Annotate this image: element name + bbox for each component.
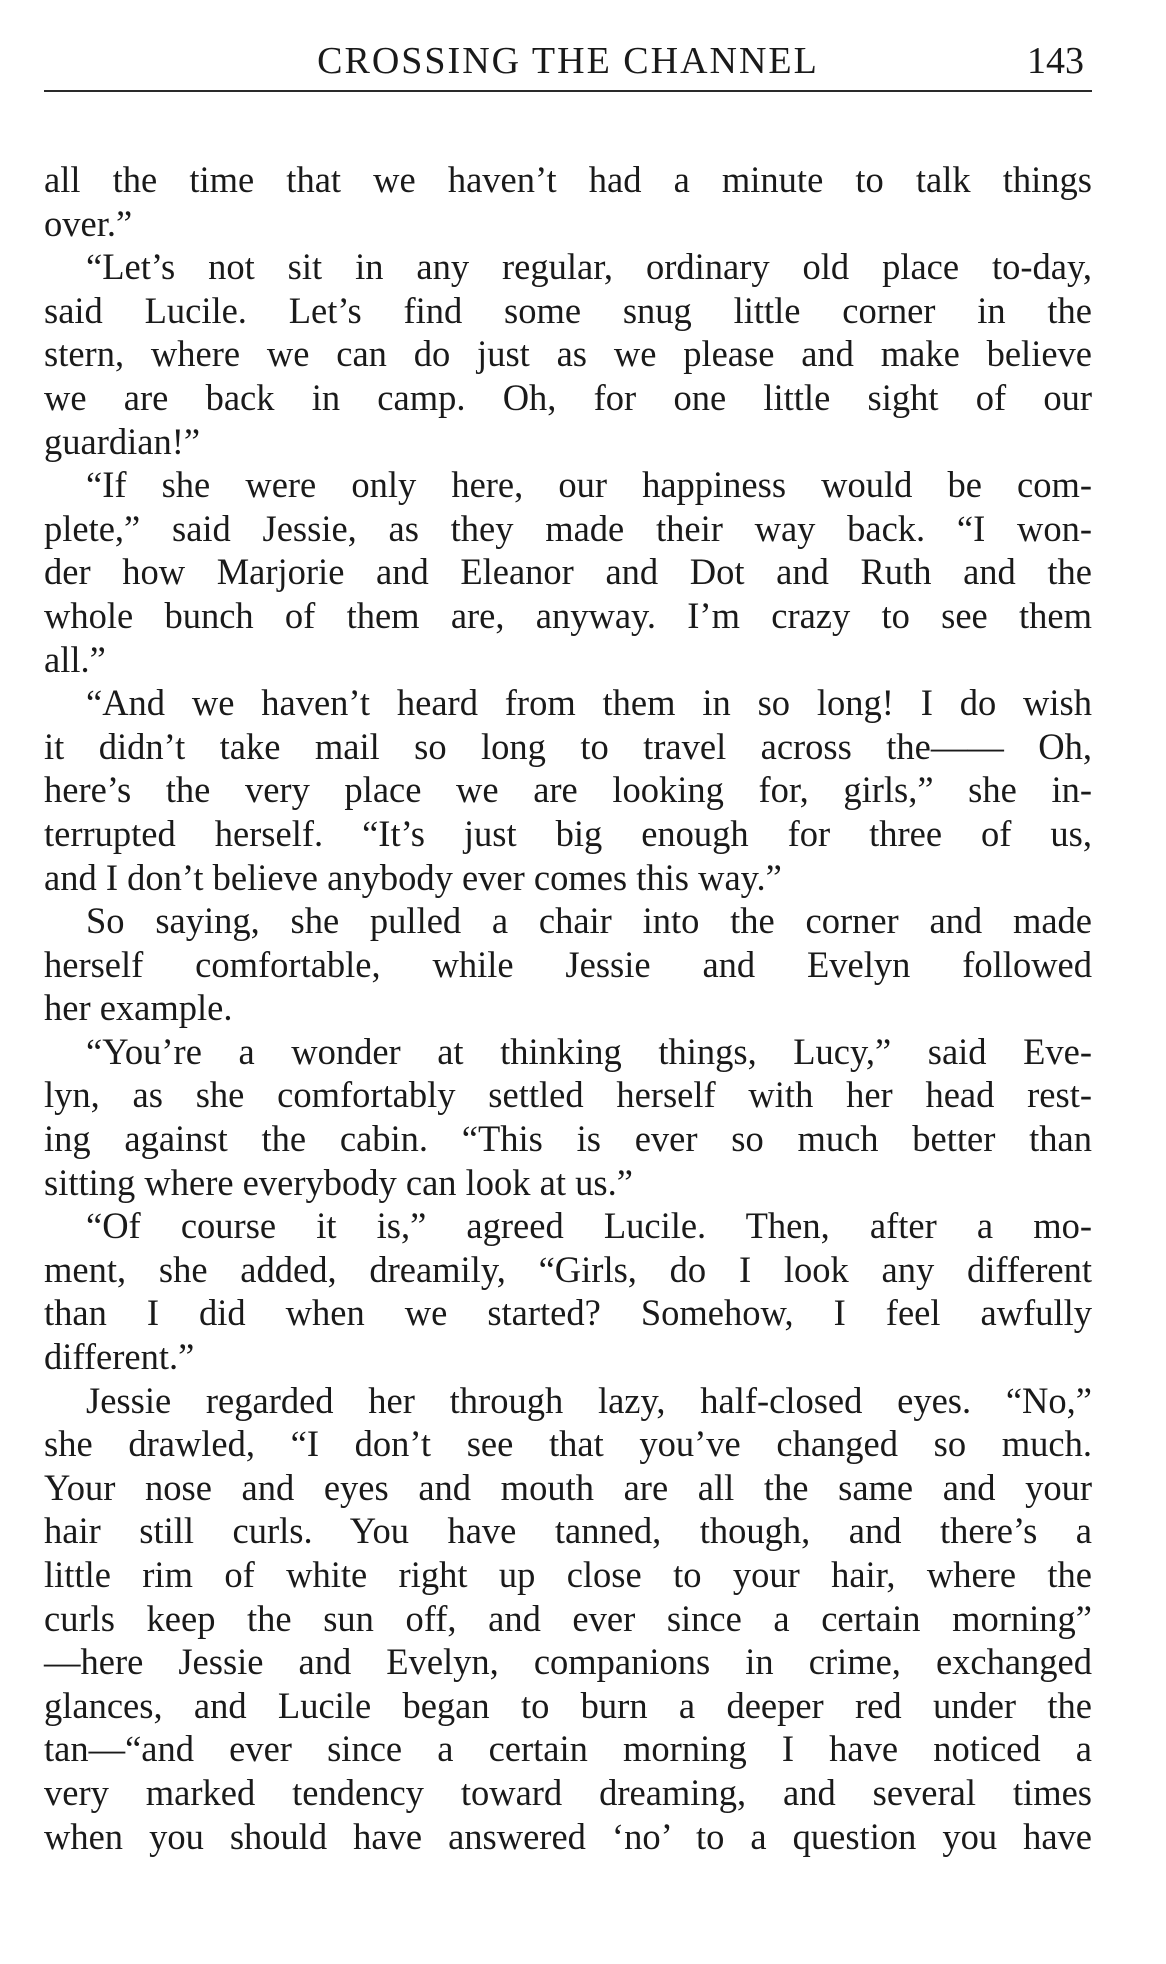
text-line: “And we haven’t heard from them in so long! I do wish: [86, 682, 1092, 724]
text-line: lyn, as she comfortably settled herself with her head rest-: [44, 1074, 1092, 1116]
running-header: [44, 28, 1092, 90]
body-text: [44, 158, 1092, 1858]
text-line: terrupted herself. “It’s just big enough for three of us,: [44, 812, 1092, 854]
page-number: 143: [1027, 40, 1084, 82]
text-line: tan—“and ever since a certain morning I have noticed a: [44, 1728, 1092, 1770]
text-line: and I don’t believe anybody ever comes this way.”: [44, 856, 782, 898]
text-line: said Lucile. Let’s find some snug little corner in the: [44, 289, 1092, 331]
text-line: guardian!”: [44, 420, 201, 462]
text-line: little rim of white right up close to your hair, where the: [44, 1554, 1092, 1595]
text-line: very marked tendency toward dreaming, and several times: [44, 1771, 1092, 1813]
text-line: all the time that we haven’t had a minute to talk things: [44, 159, 1092, 200]
text-line: So saying, she pulled a chair into the corner and made: [86, 900, 1092, 942]
header-rule: [44, 90, 1092, 92]
text-line: ing against the cabin. “This is ever so much better than: [44, 1118, 1092, 1160]
text-line: “If she were only here, our happiness would be com-: [86, 464, 1092, 506]
text-line: plete,” said Jessie, as they made their way back. “I won-: [44, 507, 1092, 549]
text-line: Jessie regarded her through lazy, half-closed eyes. “No,”: [86, 1379, 1092, 1421]
text-line: we are back in camp. Oh, for one little sight of our: [44, 376, 1092, 418]
text-line: whole bunch of them are, anyway. I’m crazy to see them: [44, 594, 1092, 636]
text-line: curls keep the sun off, and ever since a certain morning”: [44, 1597, 1092, 1639]
text-line: stern, where we can do just as we please and make believe: [44, 333, 1092, 375]
text-line: when you should have answered ‘no’ to a question you have: [44, 1815, 1092, 1857]
text-line: she drawled, “I don’t see that you’ve changed so much.: [44, 1423, 1092, 1465]
text-line: “Let’s not sit in any regular, ordinary old place to-day,: [86, 246, 1092, 288]
text-line: than I did when we started? Somehow, I feel awfully: [44, 1292, 1092, 1334]
text-line: “Of course it is,” agreed Lucile. Then, after a mo-: [86, 1205, 1092, 1247]
text-line: sitting where everybody can look at us.”: [44, 1161, 633, 1203]
chapter-title: CROSSING THE CHANNEL: [317, 40, 819, 82]
text-line: her example.: [44, 987, 233, 1029]
text-line: Your nose and eyes and mouth are all the same and your: [44, 1466, 1092, 1508]
text-line: ment, she added, dreamily, “Girls, do I look any different: [44, 1248, 1092, 1290]
text-line: it didn’t take mail so long to travel across the—— Oh,: [44, 725, 1092, 767]
text-line: here’s the very place we are looking for, girls,” she in-: [44, 769, 1092, 811]
text-line: glances, and Lucile began to burn a deeper red under the: [44, 1684, 1092, 1726]
text-line: all.”: [44, 638, 106, 680]
text-line: —here Jessie and Evelyn, companions in crime, exchanged: [44, 1641, 1092, 1683]
text-line: der how Marjorie and Eleanor and Dot and Ruth and the: [44, 551, 1092, 593]
text-line: different.”: [44, 1336, 195, 1378]
text-line: over.”: [44, 202, 133, 244]
text-line: “You’re a wonder at thinking things, Lucy,” said Eve-: [86, 1030, 1092, 1072]
text-line: herself comfortable, while Jessie and Evelyn followed: [44, 943, 1092, 985]
text-line: hair still curls. You have tanned, though, and there’s a: [44, 1510, 1092, 1552]
